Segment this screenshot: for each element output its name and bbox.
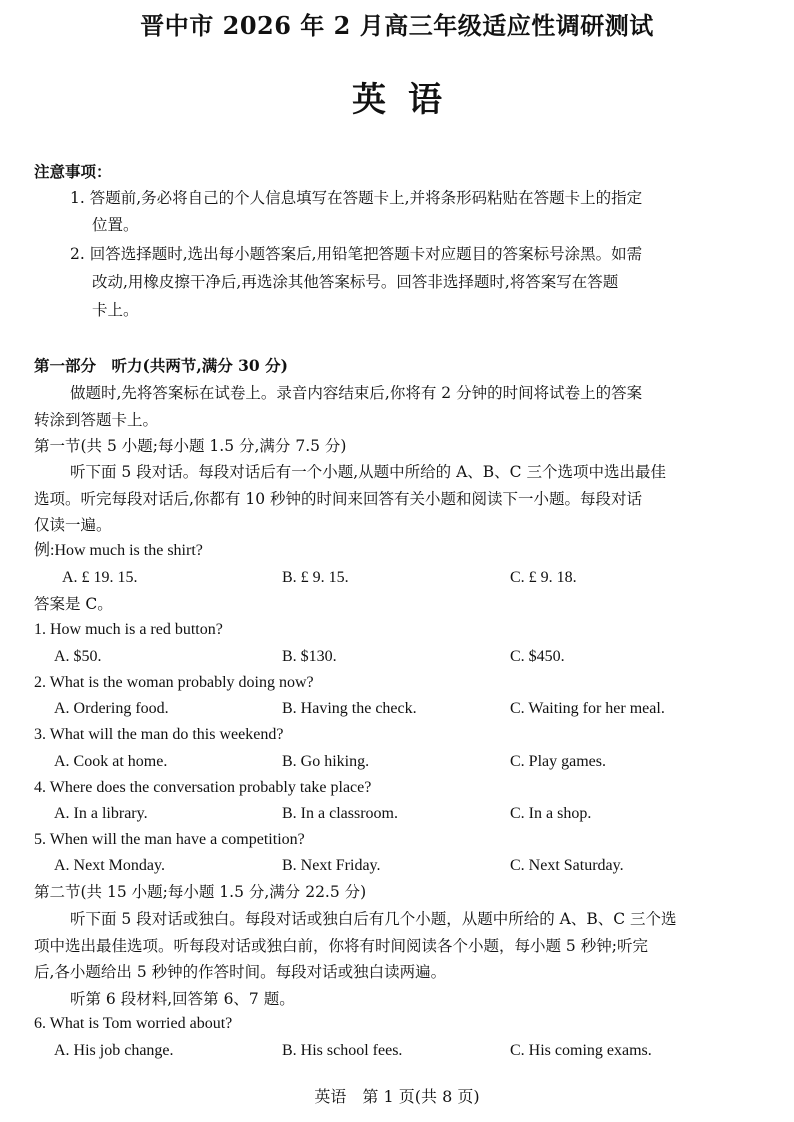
section1-instructions-line-2: 选项。听完每段对话后,你都有 10 秒钟的时间来回答有关小题和阅读下一小题。每段对话: [34, 490, 643, 508]
question-2-option-b: B. Having the check.: [282, 700, 417, 717]
section2-heading: 第二节(共 15 小题;每小题 1.5 分,满分 22.5 分): [34, 883, 367, 901]
notes-heading: 注意事项：: [34, 162, 112, 181]
example-option-a: A. £ 19. 15.: [62, 569, 138, 586]
question-2-option-c: C. Waiting for her meal.: [510, 700, 665, 717]
question-1-option-a: A. $50.: [54, 648, 102, 665]
section2-instructions-line-3: 后,各小题给出 5 秒钟的作答时间。每段对话或独白读两遍。: [34, 963, 447, 981]
section2-instructions-line-2: 项中选出最佳选项。听每段对话或独白前，你将有时间阅读各个小题，每小题 5 秒钟;听完: [34, 937, 648, 955]
question-3-option-c: C. Play games.: [510, 753, 606, 770]
question-1: 1. How much is a red button?: [34, 621, 223, 638]
question-3-option-a: A. Cook at home.: [54, 753, 168, 770]
page-footer: 英语 第 1 页(共 8 页): [314, 1087, 480, 1106]
part1-intro-line-2: 转涂到答题卡上。: [34, 411, 159, 429]
example-question: 例:How much is the shirt?: [34, 542, 203, 559]
question-1-option-b: B. $130.: [282, 648, 337, 665]
question-5-option-a: A. Next Monday.: [54, 857, 165, 874]
question-2: 2. What is the woman probably doing now?: [34, 674, 314, 691]
question-5-option-b: B. Next Friday.: [282, 857, 381, 874]
notes-item-1-line-1: 1. 答题前,务必将自己的个人信息填写在答题卡上,并将条形码粘贴在答题卡上的指定: [70, 189, 643, 207]
part1-heading: 第一部分 听力(共两节,满分 30 分): [34, 356, 288, 375]
question-4-option-c: C. In a shop.: [510, 805, 592, 822]
section1-instructions-line-3: 仅读一遍。: [34, 516, 112, 534]
question-5: 5. When will the man have a competition?: [34, 831, 305, 848]
section1-heading: 第一节(共 5 小题;每小题 1.5 分,满分 7.5 分): [34, 437, 347, 455]
question-6-option-c: C. His coming exams.: [510, 1042, 652, 1059]
section2-instructions-line-1: 听下面 5 段对话或独白。每段对话或独白后有几个小题，从题中所给的 A、B、C 三个选: [70, 910, 677, 928]
notes-item-2-line-3: 卡上。: [92, 301, 139, 319]
example-option-b: B. £ 9. 15.: [282, 569, 349, 586]
question-6-option-a: A. His job change.: [54, 1042, 174, 1059]
question-4-option-a: A. In a library.: [54, 805, 148, 822]
question-1-option-c: C. $450.: [510, 648, 565, 665]
notes-item-1-line-2: 位置。: [92, 216, 139, 234]
material-6-instruction: 听第 6 段材料,回答第 6、7 题。: [70, 990, 295, 1008]
notes-item-2-line-2: 改动,用橡皮擦干净后,再选涂其他答案标号。回答非选择题时,将答案写在答题: [92, 273, 619, 291]
part1-intro-line-1: 做题时,先将答案标在试卷上。录音内容结束后,你将有 2 分钟的时间将试卷上的答案: [70, 384, 643, 402]
subject-title: 英语: [352, 80, 464, 120]
question-3-option-b: B. Go hiking.: [282, 753, 370, 770]
question-4: 4. Where does the conversation probably take place?: [34, 779, 372, 796]
example-option-c: C. £ 9. 18.: [510, 569, 577, 586]
question-4-option-b: B. In a classroom.: [282, 805, 398, 822]
question-5-option-c: C. Next Saturday.: [510, 857, 624, 874]
exam-title: 晋中市 2026 年 2 月高三年级适应性调研测试: [140, 11, 654, 40]
question-2-option-a: A. Ordering food.: [54, 700, 169, 717]
question-6-option-b: B. His school fees.: [282, 1042, 403, 1059]
notes-item-2-line-1: 2. 回答选择题时,选出每小题答案后,用铅笔把答题卡对应题目的答案标号涂黑。如需: [70, 245, 643, 263]
example-answer: 答案是 C。: [34, 595, 113, 613]
question-3: 3. What will the man do this weekend?: [34, 726, 284, 743]
section1-instructions-line-1: 听下面 5 段对话。每段对话后有一个小题,从题中所给的 A、B、C 三个选项中选出最佳: [70, 463, 666, 481]
question-6: 6. What is Tom worried about?: [34, 1015, 233, 1032]
